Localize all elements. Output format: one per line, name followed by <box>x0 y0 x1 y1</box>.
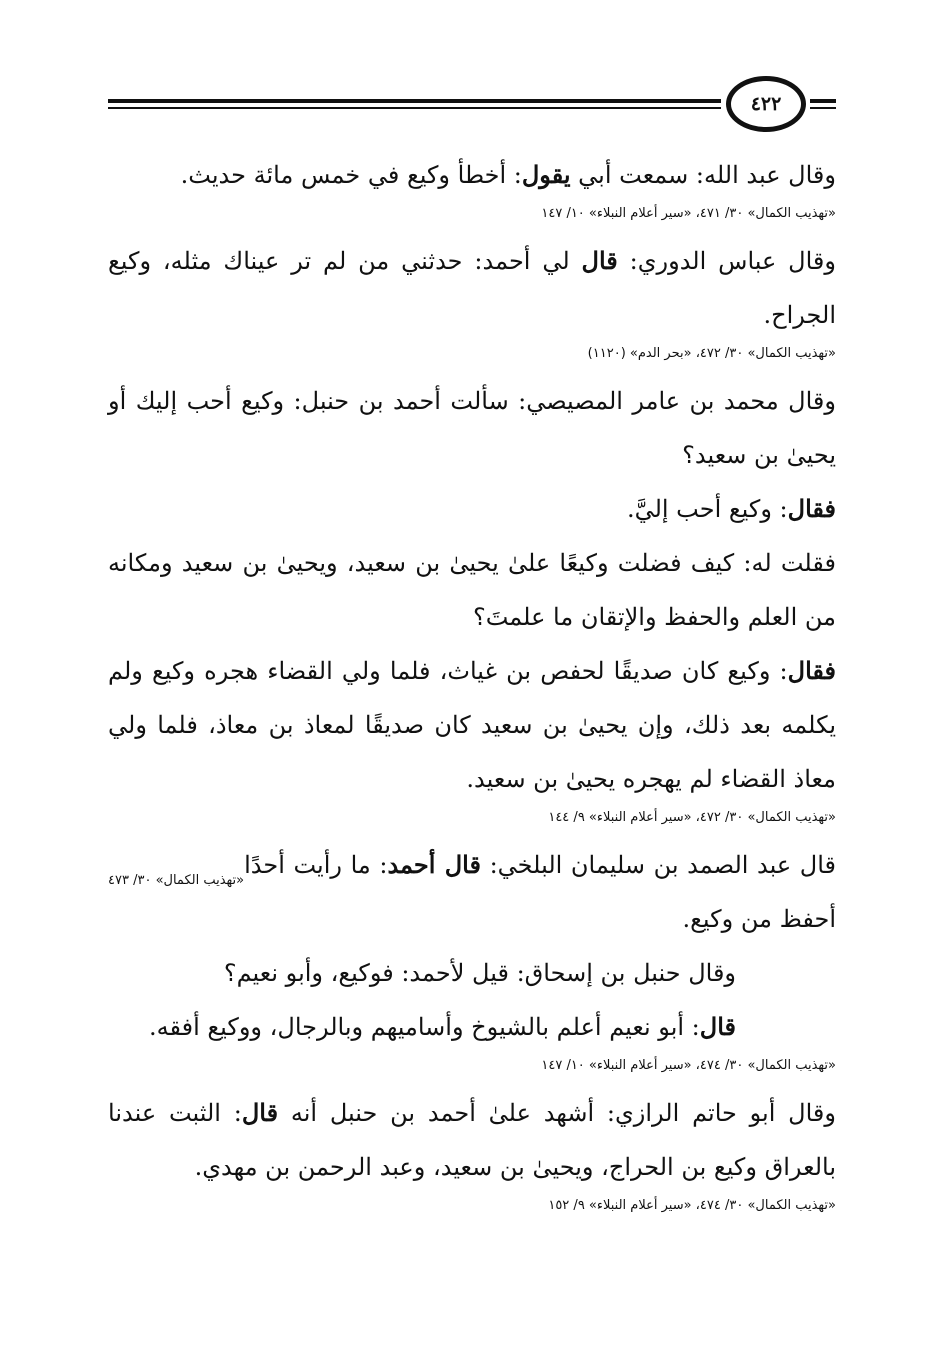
text-run: : أخطأ وكيع في خمس مائة حديث. <box>180 161 522 189</box>
page-header <box>108 74 836 134</box>
bold-keyword: فقال <box>787 656 836 685</box>
text-run: وقال محمد بن عامر المصيصي: سألت أحمد بن حنبل: وكيع أحب إليك أو يحيىٰ بن سعيد؟ <box>108 387 836 469</box>
header-rule-right-thin <box>810 107 836 109</box>
paragraph <box>108 482 836 536</box>
header-rule-right-thick <box>810 99 836 103</box>
bold-keyword: قال <box>581 246 618 275</box>
paragraph <box>108 536 836 644</box>
citation-ref: «تهذيب الكمال» ٣٠/ ٤٧٢، «بحر الدم» (١١٢٠) <box>587 346 836 361</box>
bold-keyword: قال <box>241 1098 279 1127</box>
bold-keyword: قال <box>699 1012 736 1041</box>
text-run: : أبو نعيم أعلم بالشيوخ وأساميهم وبالرجال، ووكيع أفقه. <box>148 1013 700 1041</box>
text-run: قال عبد الصمد بن سليمان البلخي: <box>480 851 837 879</box>
paragraph <box>108 946 836 1000</box>
text-run: وقال أبو حاتم الرازي: أشهد علىٰ أحمد بن حنبل أنه <box>278 1099 836 1127</box>
text-run: : وكيع كان صديقًا لحفص بن غياث، فلما ولي القضاء هجره وكيع ولم يكلمه بعد ذلك، وإن يحيىٰ بن سعيد كان صديقًا لمعاذ بن معاذ، فلما ولي معاذ القضاء لم يهجره يحيىٰ بن سعيد. <box>108 657 836 793</box>
header-rule-thick <box>108 99 721 103</box>
text-run: لي أحمد: حدثني من لم تر عيناك مثله، وكيع الجراح. <box>108 247 836 329</box>
page-body <box>108 148 836 1226</box>
inline-citation-ref: «تهذيب الكمال» ٣٠/ ٤٧٣ <box>108 873 245 888</box>
citation-ref: «تهذيب الكمال» ٣٠/ ٤٧١، «سير أعلام النبلاء» ١٠/ ١٤٧ <box>541 206 836 221</box>
paragraph <box>108 1000 836 1054</box>
paragraph <box>108 148 836 202</box>
citation-ref: «تهذيب الكمال» ٣٠/ ٤٧٤، «سير أعلام النبلاء» ٩/ ١٥٢ <box>548 1198 836 1213</box>
citation-ref: «تهذيب الكمال» ٣٠/ ٤٧٤، «سير أعلام النبلاء» ١٠/ ١٤٧ <box>541 1058 836 1073</box>
bold-keyword: قال أحمد <box>387 850 481 879</box>
bold-keyword: يقول <box>521 160 571 189</box>
text-run: : الثبت عندنا بالعراق وكيع بن الحراج، ويحيىٰ بن سعيد، وعبد الرحمن بن مهدي. <box>108 1099 836 1181</box>
text-run: وقال عباس الدوري: <box>617 247 836 275</box>
text-run: وقال عبد الله: سمعت أبي <box>570 161 836 189</box>
text-run: : وكيع أحب إليَّ. <box>626 495 788 523</box>
citation-ref: «تهذيب الكمال» ٣٠/ ٤٧٢، «سير أعلام النبلاء» ٩/ ١٤٤ <box>548 810 836 825</box>
paragraph <box>108 374 836 482</box>
text-run: وقال حنبل بن إسحاق: قيل لأحمد: فوكيع، وأبو نعيم؟ <box>223 959 736 987</box>
bold-keyword: فقال <box>787 494 836 523</box>
paragraph <box>108 234 836 342</box>
text-run: : ما رأيت أحدًا أحفظ من وكيع. <box>244 851 836 933</box>
page-number: ٤٢٢ <box>726 76 806 132</box>
paragraph <box>108 838 836 946</box>
text-run: فقلت له: كيف فضلت وكيعًا علىٰ يحيىٰ بن سعيد، ويحيىٰ بن سعيد ومكانه من العلم والحفظ والإتقان ما علمتَ؟ <box>108 549 836 631</box>
paragraph <box>108 1086 836 1194</box>
paragraph <box>108 644 836 806</box>
header-rule-thin <box>108 107 721 109</box>
